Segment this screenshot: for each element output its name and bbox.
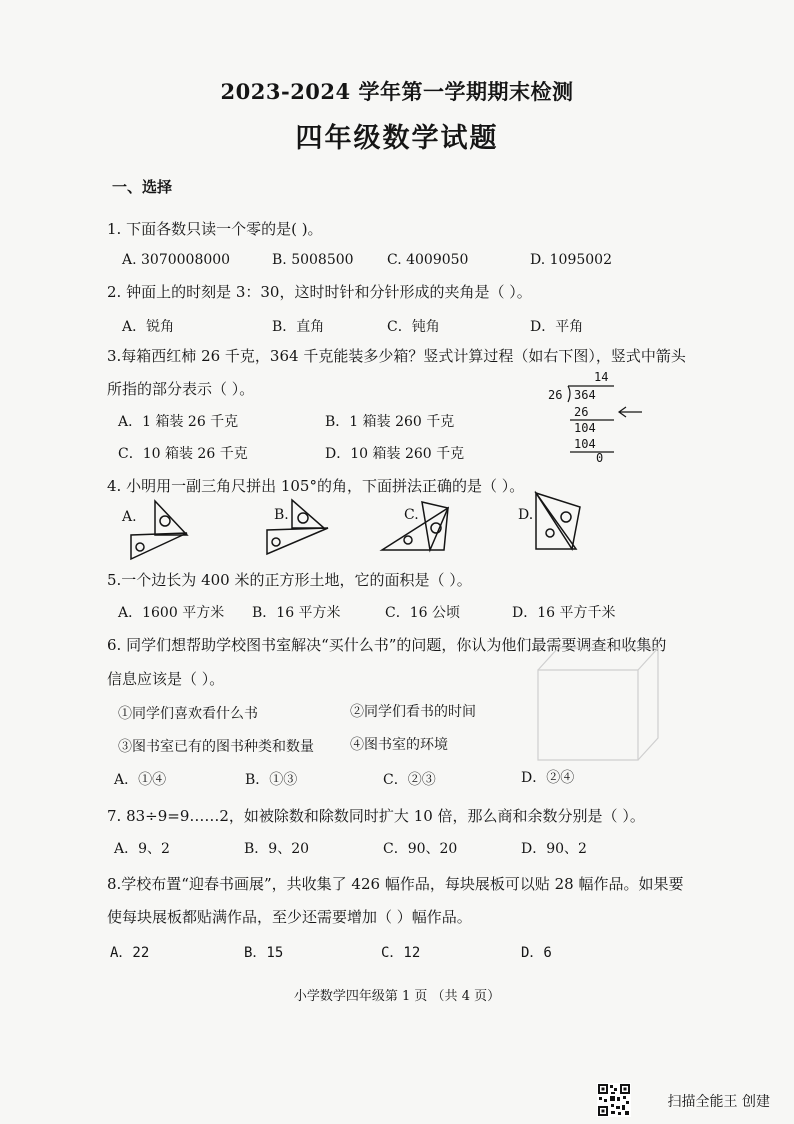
question-8-option-b: B．15 bbox=[244, 945, 284, 961]
division-remainder: 0 bbox=[596, 451, 604, 464]
question-2-option-d: D．平角 bbox=[530, 319, 584, 335]
question-8-stem-line-1: 8.学校布置“迎春书画展”，共收集了 426 幅作品，每块展板可以贴 28 幅作品。如果要 bbox=[107, 875, 684, 893]
question-3-option-c: C．10 箱装 26 千克 bbox=[118, 446, 248, 462]
triangle-rulers-a bbox=[125, 497, 195, 565]
question-6-stem-line-1: 6. 同学们想帮助学校图书室解决“买什么书”的问题，你认为他们最需要调查和收集的 bbox=[107, 636, 667, 654]
scanner-watermark: 扫描全能王 创建 bbox=[667, 1094, 770, 1110]
triangle-rulers-b bbox=[262, 496, 334, 560]
question-1-option-a: A. 3070008000 bbox=[122, 252, 231, 268]
question-4-option-a: A. bbox=[122, 509, 137, 525]
bleed-through-cuboid bbox=[528, 640, 668, 770]
question-5-option-d: D．16 平方千米 bbox=[512, 605, 616, 621]
exam-title: 2023-2024 学年第一学期期末检测 bbox=[220, 79, 574, 104]
question-5-option-c: C．16 公顷 bbox=[385, 605, 460, 621]
question-2-option-a: A．锐角 bbox=[122, 319, 175, 335]
question-8-option-a: A．22 bbox=[110, 945, 150, 961]
question-1-option-d: D. 1095002 bbox=[530, 252, 612, 268]
question-5-option-b: B．16 平方米 bbox=[252, 605, 341, 621]
triangle-rulers-d bbox=[532, 489, 592, 555]
question-3-stem-line-1: 3.每箱西红柿 26 千克，364 千克能装多少箱？竖式计算过程（如右下图），竖式中箭头 bbox=[107, 347, 686, 365]
triangle-rulers-c bbox=[378, 494, 458, 556]
division-divisor: 26 bbox=[548, 388, 563, 402]
question-4-option-c: C. bbox=[404, 507, 419, 523]
question-7-option-b: B．9、20 bbox=[244, 841, 310, 857]
division-row-1: 26 bbox=[574, 405, 589, 419]
question-1-stem: 1. 下面各数只读一个零的是( )。 bbox=[107, 220, 323, 238]
question-4-option-b: B. bbox=[274, 507, 289, 523]
question-3-option-b: B．1 箱装 260 千克 bbox=[325, 414, 455, 430]
question-2-option-c: C．钝角 bbox=[387, 319, 440, 335]
long-division-figure bbox=[538, 368, 648, 464]
question-7-option-c: C．90、20 bbox=[383, 841, 458, 857]
question-3-stem-line-2: 所指的部分表示（ ）。 bbox=[107, 380, 255, 398]
question-8-option-d: D．6 bbox=[521, 945, 552, 961]
question-7-option-a: A．9、2 bbox=[114, 841, 170, 857]
question-6-choice-1: ①同学们喜欢看什么书 bbox=[118, 706, 258, 722]
question-8-option-c: C．12 bbox=[381, 945, 421, 961]
question-6-choice-4: ④图书室的环境 bbox=[350, 737, 448, 753]
question-4-stem: 4. 小明用一副三角尺拼出 105°的角，下面拼法正确的是（ ）。 bbox=[107, 477, 525, 495]
question-6-option-a: A．①④ bbox=[114, 772, 167, 788]
question-1-option-b: B. 5008500 bbox=[272, 252, 354, 268]
question-5-stem: 5.一个边长为 400 米的正方形土地，它的面积是（ ）。 bbox=[107, 571, 472, 589]
section-title: 一、选择 bbox=[112, 178, 173, 196]
exam-subtitle: 四年级数学试题 bbox=[295, 123, 499, 154]
question-7-stem: 7. 83÷9=9……2，如被除数和除数同时扩大 10 倍，那么商和余数分别是（ ）。 bbox=[107, 807, 645, 825]
question-6-option-b: B．①③ bbox=[245, 772, 298, 788]
division-dividend: 364 bbox=[574, 388, 596, 402]
question-6-option-d: D．②④ bbox=[521, 770, 575, 786]
question-6-option-c: C．②③ bbox=[383, 772, 436, 788]
question-1-option-c: C. 4009050 bbox=[387, 252, 469, 268]
qr-code-icon bbox=[597, 1083, 631, 1117]
question-6-choice-2: ②同学们看书的时间 bbox=[350, 704, 476, 720]
question-3-option-a: A．1 箱装 26 千克 bbox=[118, 414, 239, 430]
question-8-stem-line-2: 使每块展板都贴满作品，至少还需要增加（ ）幅作品。 bbox=[107, 908, 472, 926]
question-5-option-a: A．1600 平方米 bbox=[118, 605, 225, 621]
division-row-2: 104 bbox=[574, 421, 596, 435]
page-footer: 小学数学四年级第 1 页 （共 4 页） bbox=[293, 989, 501, 1004]
division-row-3: 104 bbox=[574, 437, 596, 451]
question-2-stem: 2. 钟面上的时刻是 3：30，这时时针和分针形成的夹角是（ ）。 bbox=[107, 283, 532, 301]
question-4-option-d: D. bbox=[518, 507, 534, 523]
division-quotient: 14 bbox=[594, 370, 609, 384]
question-2-option-b: B．直角 bbox=[272, 319, 325, 335]
question-3-option-d: D．10 箱装 260 千克 bbox=[325, 446, 465, 462]
division-bracket bbox=[568, 386, 570, 402]
question-6-stem-line-2: 信息应该是（ ）。 bbox=[107, 670, 225, 688]
question-6-choice-3: ③图书室已有的图书种类和数量 bbox=[118, 739, 314, 755]
question-7-option-d: D．90、2 bbox=[521, 841, 587, 857]
